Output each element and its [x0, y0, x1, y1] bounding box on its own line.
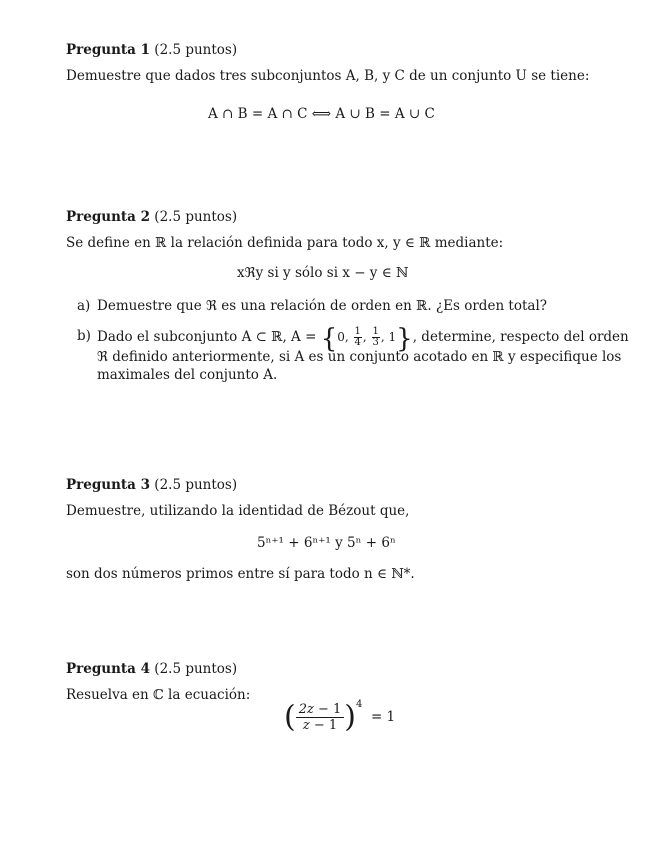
- exponent-4: 4: [356, 699, 363, 710]
- set-left-brace: {: [320, 324, 338, 354]
- question-4-statement: Resuelva en ℂ la ecuación:: [66, 687, 251, 703]
- question-1-equation: A ∩ B = A ∩ C ⟺ A ∪ B = A ∪ C: [208, 106, 435, 122]
- question-3-conclusion: son dos números primos entre sí para todo n ∈ ℕ*.: [66, 566, 415, 582]
- item-b-line-3: maximales del conjunto A.: [97, 367, 278, 383]
- right-paren: ): [344, 699, 356, 735]
- item-a-label: a): [77, 298, 91, 314]
- question-4-heading: [66, 660, 606, 678]
- fraction-one-quarter: $\frac{1}{4}$: [354, 326, 361, 348]
- question-4-points: (2.5 puntos): [154, 661, 238, 677]
- question-2-equation: xℜy si y sólo si x − y ∈ ℕ: [237, 265, 409, 281]
- item-b-label: b): [77, 328, 91, 344]
- item-a-text: Demuestre que ℜ es una relación de orden en ℝ. ¿Es orden total?: [97, 298, 548, 314]
- question-1: [66, 41, 606, 85]
- question-1-title: Pregunta 1: [66, 42, 150, 58]
- question-3-equation: 5ⁿ⁺¹ + 6ⁿ⁺¹ y 5ⁿ + 6ⁿ: [257, 535, 396, 551]
- question-2-heading: [66, 208, 606, 226]
- question-4: [66, 660, 606, 704]
- set-element-0: 0,: [337, 330, 353, 344]
- question-1-statement: Demuestre que dados tres subconjuntos A, B, y C de un conjunto U se tiene:: [66, 68, 590, 84]
- question-3-conclusion-wrap: [66, 565, 606, 583]
- set-right-brace: }: [396, 324, 413, 354]
- item-b-line1-pre: Dado el subconjunto A ⊂ ℝ, A =: [97, 329, 317, 345]
- fraction-2z-1-over-z-1: $\frac{2z - 1}{z - 1}$: [296, 702, 345, 733]
- item-b-line-1: [97, 324, 629, 354]
- question-3-statement: Demuestre, utilizando la identidad de Bézout que,: [66, 503, 410, 519]
- question-3-heading: [66, 476, 606, 494]
- left-paren: (: [284, 699, 296, 735]
- question-4-title: Pregunta 4: [66, 661, 150, 677]
- item-b-text: [97, 324, 629, 384]
- set-elements: 0, $\frac{1}{4}$ , $\frac{1}{3}$ , 1: [337, 326, 397, 348]
- question-2-points: (2.5 puntos): [154, 209, 238, 225]
- question-3: [66, 476, 606, 520]
- question-2-statement: Se define en ℝ la relación definida para todo x, y ∈ ℝ mediante:: [66, 235, 504, 251]
- question-1-heading: [66, 41, 606, 59]
- question-2-title: Pregunta 2: [66, 209, 150, 225]
- question-4-equation: ( $\frac{2z - 1}{z - 1}$ )$^4$ = 1: [284, 699, 396, 735]
- item-b-line1-post: , determine, respecto del orden: [412, 329, 629, 345]
- question-1-points: (2.5 puntos): [154, 42, 238, 58]
- fraction-one-third: $\frac{1}{3}$: [372, 326, 379, 348]
- question-2: [66, 208, 606, 252]
- question-3-points: (2.5 puntos): [154, 477, 238, 493]
- item-b-line-2: ℜ definido anteriormente, si A es un conjunto acotado en ℝ y especifique los: [97, 349, 622, 365]
- question-3-title: Pregunta 3: [66, 477, 150, 493]
